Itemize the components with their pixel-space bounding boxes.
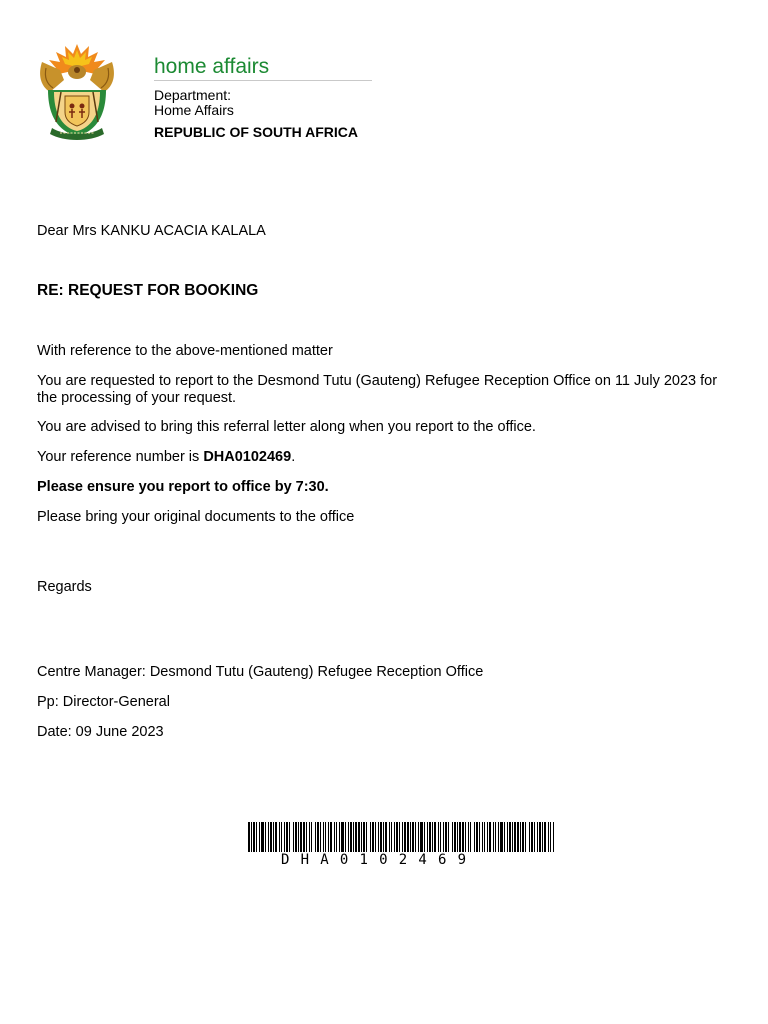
barcode-bar xyxy=(504,822,505,852)
barcode-bar xyxy=(345,822,346,852)
barcode-bar xyxy=(424,822,425,852)
barcode-bar xyxy=(418,822,419,852)
barcode-bar xyxy=(251,822,252,852)
barcode-bar xyxy=(383,822,384,852)
barcode-bar xyxy=(311,822,312,852)
barcode-bar xyxy=(275,822,277,852)
barcode-bar xyxy=(489,822,491,852)
barcode-bar xyxy=(415,822,416,852)
barcode-bar xyxy=(298,822,299,852)
barcode-bar xyxy=(295,822,297,852)
barcode-bar xyxy=(325,822,326,852)
barcode-bar xyxy=(553,822,554,852)
barcode-bar xyxy=(432,822,433,852)
barcode-bar xyxy=(394,822,395,852)
barcode-bar xyxy=(440,822,441,852)
barcode-bar xyxy=(539,822,541,852)
barcode-bar xyxy=(448,822,449,852)
barcode-bar xyxy=(341,822,344,852)
barcode-bar xyxy=(509,822,511,852)
barcode-bar xyxy=(525,822,526,852)
barcode-bar xyxy=(482,822,483,852)
barcode-bar xyxy=(550,822,551,852)
barcode-bar xyxy=(399,822,400,852)
department-label: Department: xyxy=(154,87,232,103)
reference-number: DHA0102469 xyxy=(203,449,292,465)
barcode-bar xyxy=(248,822,250,852)
paragraph-reference-number xyxy=(37,449,295,466)
barcode-bar xyxy=(336,822,337,852)
barcode-bar xyxy=(366,822,367,852)
barcode-bar xyxy=(355,822,357,852)
barcode-bar xyxy=(328,822,329,852)
barcode-bar xyxy=(468,822,469,852)
salutation: Dear Mrs KANKU ACACIA KALALA xyxy=(37,223,266,239)
barcode-bar xyxy=(391,822,392,852)
barcode-bar xyxy=(378,822,379,852)
barcode-bar xyxy=(363,822,365,852)
barcode-bar xyxy=(474,822,475,852)
coat-of-arms-icon xyxy=(34,40,120,144)
closing: Regards xyxy=(37,579,92,595)
barcode-bar xyxy=(265,822,266,852)
barcode xyxy=(248,822,554,869)
barcode-bar xyxy=(420,822,423,852)
barcode-bar xyxy=(438,822,439,852)
barcode-bar xyxy=(493,822,494,852)
barcode-bar xyxy=(389,822,390,852)
barcode-bar xyxy=(375,822,376,852)
barcode-bar xyxy=(396,822,398,852)
barcode-bar xyxy=(281,822,282,852)
barcode-bar xyxy=(465,822,466,852)
barcode-bar xyxy=(259,822,260,852)
barcode-bar xyxy=(487,822,488,852)
barcode-bar xyxy=(507,822,508,852)
barcode-bar xyxy=(334,822,335,852)
barcode-bar xyxy=(452,822,453,852)
brand-name: home affairs xyxy=(154,55,270,78)
barcode-bar xyxy=(534,822,535,852)
barcode-bar xyxy=(427,822,428,852)
country-name: REPUBLIC OF SOUTH AFRICA xyxy=(154,124,359,140)
barcode-bar xyxy=(445,822,447,852)
barcode-bar xyxy=(454,822,456,852)
barcode-bar xyxy=(350,822,352,852)
barcode-bar xyxy=(517,822,519,852)
barcode-bar xyxy=(542,822,543,852)
barcode-bar xyxy=(548,822,549,852)
barcode-bars xyxy=(248,822,554,852)
barcode-bar xyxy=(320,822,321,852)
barcode-bar xyxy=(270,822,272,852)
barcode-bar xyxy=(479,822,480,852)
barcode-bar xyxy=(330,822,332,852)
barcode-bar xyxy=(470,822,471,852)
barcode-bar xyxy=(372,822,374,852)
signatory: Centre Manager: Desmond Tutu (Gauteng) Refugee Reception Office xyxy=(37,664,484,680)
department-name: Home Affairs xyxy=(154,102,234,118)
barcode-bar xyxy=(279,822,280,852)
barcode-bar xyxy=(348,822,349,852)
barcode-bar xyxy=(443,822,444,852)
barcode-bar xyxy=(353,822,354,852)
barcode-bar xyxy=(498,822,499,852)
barcode-bar xyxy=(370,822,371,852)
barcode-bar xyxy=(537,822,538,852)
barcode-bar xyxy=(457,822,458,852)
barcode-bar xyxy=(459,822,461,852)
paragraph-reference: With reference to the above-mentioned matter xyxy=(37,343,333,359)
brand-divider xyxy=(154,80,372,81)
department-block xyxy=(154,88,374,118)
subject-line: RE: REQUEST FOR BOOKING xyxy=(37,282,259,299)
barcode-bar xyxy=(484,822,485,852)
barcode-bar xyxy=(268,822,269,852)
barcode-bar xyxy=(531,822,533,852)
paragraph-documents: Please bring your original documents to the office xyxy=(37,509,355,525)
barcode-bar xyxy=(306,822,307,852)
barcode-text: DHA0102469 xyxy=(281,852,478,868)
barcode-bar xyxy=(303,822,305,852)
barcode-bar xyxy=(300,822,302,852)
barcode-bar xyxy=(293,822,294,852)
barcode-bar xyxy=(412,822,414,852)
barcode-bar xyxy=(404,822,406,852)
letterhead xyxy=(154,54,374,140)
barcode-bar xyxy=(429,822,431,852)
barcode-bar xyxy=(402,822,403,852)
barcode-bar xyxy=(309,822,310,852)
barcode-bar xyxy=(317,822,319,852)
barcode-bar xyxy=(500,822,503,852)
paragraph-bring-letter: You are advised to bring this referral letter along when you report to the office. xyxy=(37,419,536,435)
barcode-bar xyxy=(529,822,530,852)
barcode-bar xyxy=(315,822,316,852)
barcode-bar xyxy=(520,822,521,852)
barcode-bar xyxy=(514,822,516,852)
reference-suffix: . xyxy=(291,449,296,465)
barcode-bar xyxy=(358,822,360,852)
barcode-bar xyxy=(462,822,464,852)
letter-date: Date: 09 June 2023 xyxy=(37,724,164,740)
barcode-bar xyxy=(410,822,411,852)
barcode-bar xyxy=(273,822,274,852)
paragraph-report-date: You are requested to report to the Desmond Tutu (Gauteng) Refugee Reception Office on 11 July 2023 for the processing of your request. xyxy=(37,373,718,406)
barcode-bar xyxy=(286,822,288,852)
barcode-bar xyxy=(512,822,513,852)
paragraph-report-time: Please ensure you report to office by 7:30. xyxy=(37,479,329,495)
barcode-bar xyxy=(495,822,496,852)
barcode-bar xyxy=(284,822,285,852)
reference-prefix: Your reference number is xyxy=(37,449,204,465)
barcode-bar xyxy=(289,822,290,852)
barcode-bar xyxy=(253,822,255,852)
barcode-bar xyxy=(385,822,387,852)
barcode-bar xyxy=(380,822,382,852)
barcode-bar xyxy=(407,822,409,852)
pp-line: Pp: Director-General xyxy=(37,694,170,710)
barcode-bar xyxy=(522,822,524,852)
barcode-bar xyxy=(256,822,257,852)
barcode-bar xyxy=(323,822,324,852)
barcode-bar xyxy=(476,822,478,852)
barcode-bar xyxy=(261,822,264,852)
barcode-bar xyxy=(361,822,362,852)
barcode-bar xyxy=(434,822,436,852)
barcode-bar xyxy=(339,822,340,852)
barcode-bar xyxy=(544,822,546,852)
